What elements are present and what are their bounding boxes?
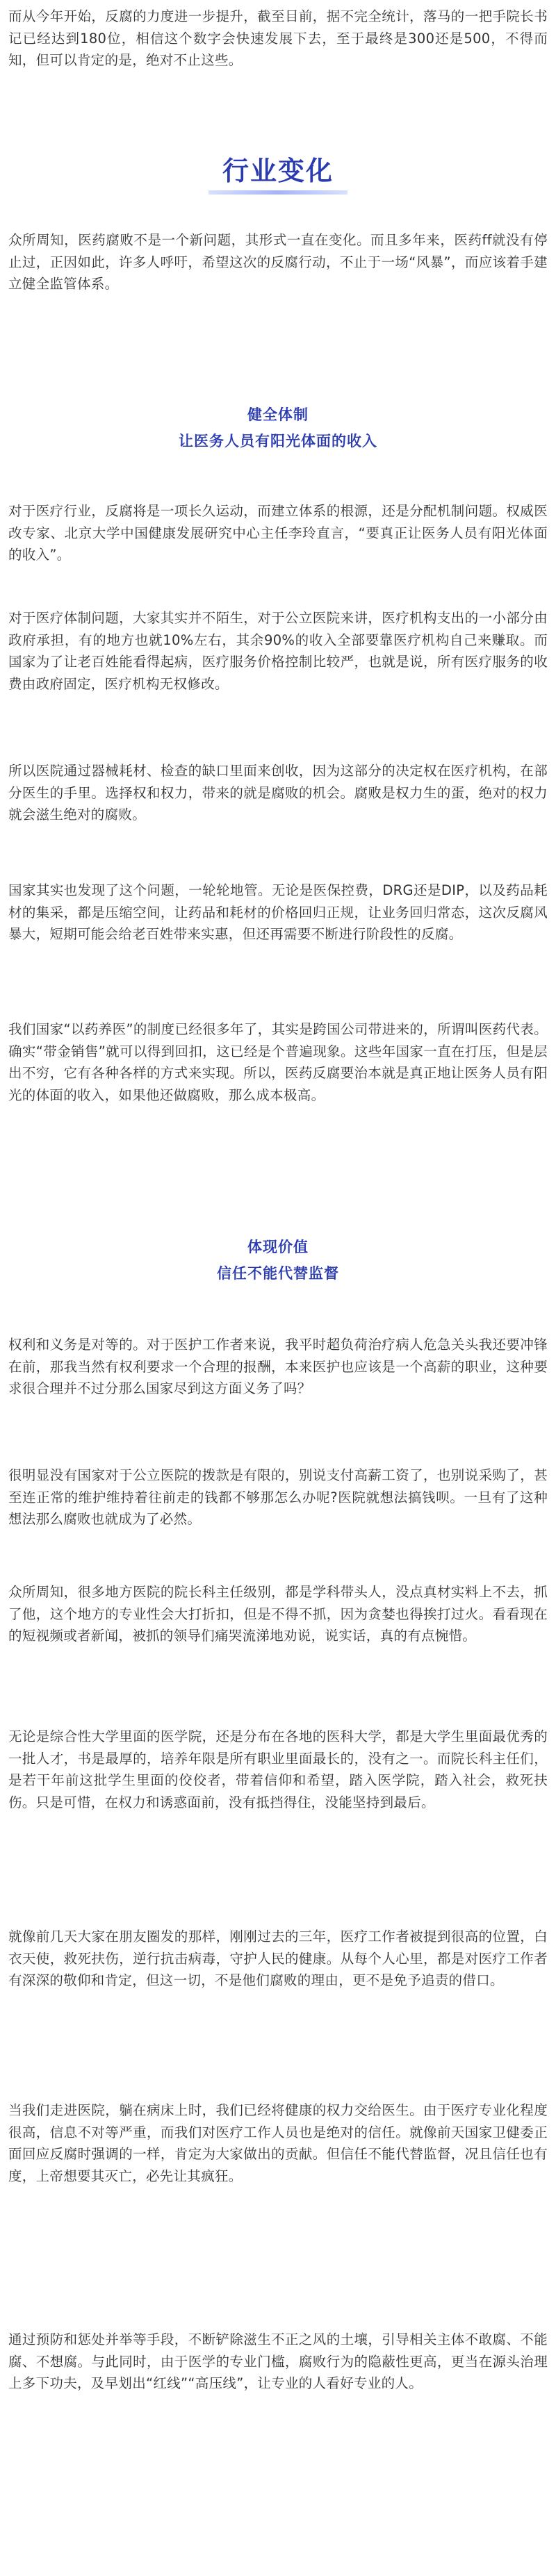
subheading-line-1: 健全体制: [247, 406, 309, 423]
paragraph: 众所周知，很多地方医院的院长科主任级别，都是学科带头人，没点真材实料上不去，抓了他，这个地方的专业性会大打折扣，但是不得不抓，因为贪婪也得挨打过火。看看现在的短视频或者新闻，被抓的领导们痛哭流涕地劝说，说实话，真的有点惋惜。: [8, 1584, 548, 1644]
paragraph: 我们国家“以药养医”的制度已经很多年了，其实是跨国公司带进来的，所谓叫医药代表。确实“带金销售”就可以得到回扣，这已经是个普遍现象。这些年国家一直在打压，但是层出不穷，它有各种各样的方式来实现。所以，医药反腐要治本就是真正地让医务人员有阳光的体面的收入，如果他还做腐败，那么成本极高。: [8, 1021, 548, 1103]
paragraph: 国家其实也发现了这个问题，一轮轮地管。无论是医保控费，DRG还是DIP，以及药品耗材的集采，都是压缩空间，让药品和耗材的价格回归正规，让业务回归常态，这次反腐风暴大，短期可能会给老百姓带来实惠，但还再需要不断进行阶段性的反腐。: [8, 882, 548, 942]
section-heading: [0, 154, 556, 195]
paragraph: 而从今年开始，反腐的力度进一步提升，截至目前，据不完全统计，落马的一把手院长书记已经达到180位，相信这个数字会快速发展下去，至于最终是300还是500，不得而知，但可以肯定的是，绝对不止这些。: [8, 8, 548, 68]
paragraph: 就像前几天大家在朋友圈发的那样，刚刚过去的三年，医疗工作者被提到很高的位置，白衣天使，救死扶伤，逆行抗击病毒，守护人民的健康。从每个人心里，都是对医疗工作者有深深的敬仰和肯定，但这一切，不是他们腐败的理由，更不是免予追责的借口。: [8, 1929, 548, 1988]
paragraph: 对于医疗体制问题，大家其实并不陌生，对于公立医院来讲，医疗机构支出的一小部分由政府承担，有的地方也就10%左右，其余90%的收入全部要靠医疗机构自己来赚取。而国家为了让老百姓能看得起病，医疗服务价格控制比较严，也就是说，所有医疗服务的收费由政府固定，医疗机构无权修改。: [8, 610, 548, 692]
paragraph: 众所周知，医药腐败不是一个新问题，其形式一直在变化。而且多年来，医药ff就没有停止过，正因如此，许多人呼吁，希望这次的反腐行动，不止于一场“风暴”，而应该着手建立健全监管体系。: [8, 232, 548, 292]
paragraph: 当我们走进医院，躺在病床上时，我们已经将健康的权力交给医生。由于医疗专业化程度很高，信息不对等严重，而我们对医疗工作人员也是绝对的信任。就像前天国家卫健委正面回应反腐时强调的一样，肯定为大家做出的贡献。但信任不能代替监督，况且信任也有度，上帝想要其灭亡，必先让其疯狂。: [8, 2102, 548, 2184]
paragraph: 很明显没有国家对于公立医院的拨款是有限的，别说支付高薪工资了，也别说采购了，甚至连正常的维护维持着往前走的钱都不够那怎么办呢?医院就想法搞钱呗。一旦有了这种想法那么腐败也就成为了必然。: [8, 1467, 548, 1527]
section-title-underline: [208, 190, 348, 195]
paragraph: 对于医疗行业，反腐将是一项长久运动，而建立体系的根源，还是分配机制问题。权威医改专家、北京大学中国健康发展研究中心主任李玲直言，“要真正让医务人员有阳光体面的收入”。: [8, 503, 548, 563]
paragraph: 权利和义务是对等的。对于医护工作者来说，我平时超负荷治疗病人危急关头我还要冲锋在前，那我当然有权利要求一个合理的报酬，本来医护也应该是一个高薪的职业，这种要求很合理并不过分那么国家尽到这方面义务了吗？: [8, 1337, 548, 1396]
section-title: 行业变化: [222, 156, 334, 186]
paragraph: 无论是综合性大学里面的医学院，还是分布在各地的医科大学，都是大学生里面最优秀的一批人才，书是最厚的，培养年限是所有职业里面最长的，没有之一。而院长科主任们，是若干年前这批学生里面的佼佼者，带着信仰和希望，踏入医学院，踏入社会，救死扶伤。只是可惜，在权力和诱惑面前，没有抵挡得住，没能坚持到最后。: [8, 1728, 548, 1810]
subheading: [0, 402, 556, 454]
paragraph: 所以医院通过器械耗材、检查的缺口里面来创收，因为这部分的决定权在医疗机构，在部分医生的手里。选择权和权力，带来的就是腐败的机会。腐败是权力生的蛋，绝对的权力就会滋生绝对的腐败。: [8, 763, 548, 823]
subheading-line-1: 体现价值: [247, 1239, 309, 1255]
subheading: [0, 1234, 556, 1287]
paragraph: 通过预防和惩处并举等手段，不断铲除滋生不正之风的土壤，引导相关主体不敢腐、不能腐、不想腐。与此同时，由于医学的专业门槛，腐败行为的隐蔽性更高，更当在源头治理上多下功夫，及早划出“红线”“高压线”，让专业的人看好专业的人。: [8, 2331, 548, 2391]
subheading-line-2: 让医务人员有阳光体面的收入: [179, 433, 377, 449]
subheading-line-2: 信任不能代替监督: [217, 1265, 339, 1282]
